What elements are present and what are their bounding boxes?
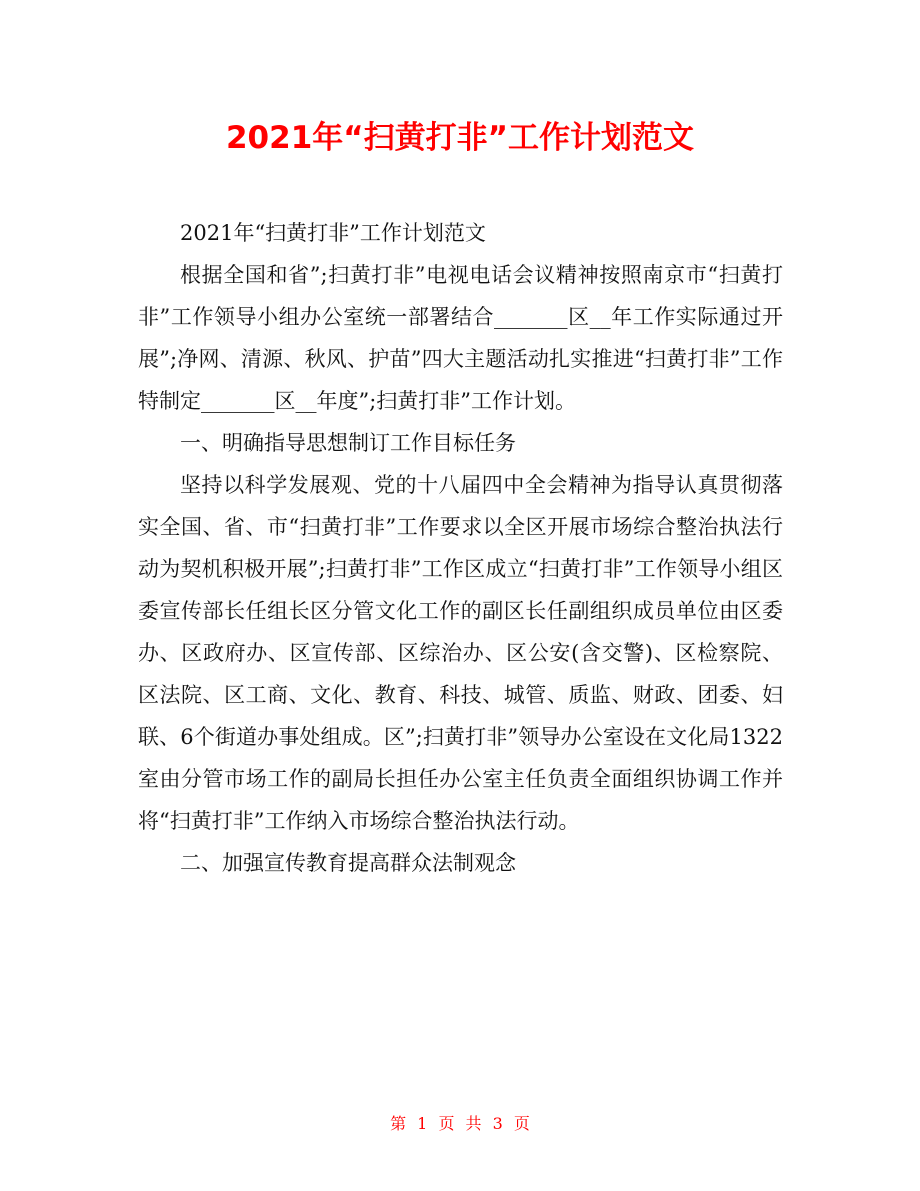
document-title: 2021年“扫黄打非”工作计划范文 bbox=[225, 120, 695, 156]
paragraph-section-1: 坚持以科学发展观、党的十八届四中全会精神为指导认真贯彻落实全国、省、市“扫黄打非”工作要求以全区开展市场综合整治执法行动为契机积极开展”;扫黄打非”工作区成立“扫黄打非”工作领导小组区委宣传部长任组长区分管文化工作的副区长任副组织成员单位由区委办、区政府办、区宣传部、区综治办、区公安(含交警)、区检察院、区法院、区工商、文化、教育、科技、城管、质监、财政、团委、妇联、6个街道办事处组成。区”;扫黄打非”领导办公室设在文化局1322室由分管市场工作的副局长担任办公室主任负责全面组织协调工作并将“扫黄打非”工作纳入市场综合整治执法行动。 bbox=[138, 473, 783, 833]
section-heading-2: 二、加强宣传教育提高群众法制观念 bbox=[180, 851, 516, 875]
section-heading-1: 一、明确指导思想制订工作目标任务 bbox=[180, 431, 516, 455]
paragraph-intro: 根据全国和省”;扫黄打非”电视电话会议精神按照南京市“扫黄打非”工作领导小组办公室统一部署结合_______区__年工作实际通过开展”;净网、清源、秋风、护苗”四大主题活动扎实推进“扫黄打非”工作特制定_______区__年度”;扫黄打非”工作计划。 bbox=[138, 263, 783, 413]
paragraph-heading-repeat: 2021年“扫黄打非”工作计划范文 bbox=[180, 221, 486, 245]
document-body bbox=[138, 212, 783, 884]
page-number-footer: 第 1 页 共 3 页 bbox=[390, 1114, 530, 1133]
